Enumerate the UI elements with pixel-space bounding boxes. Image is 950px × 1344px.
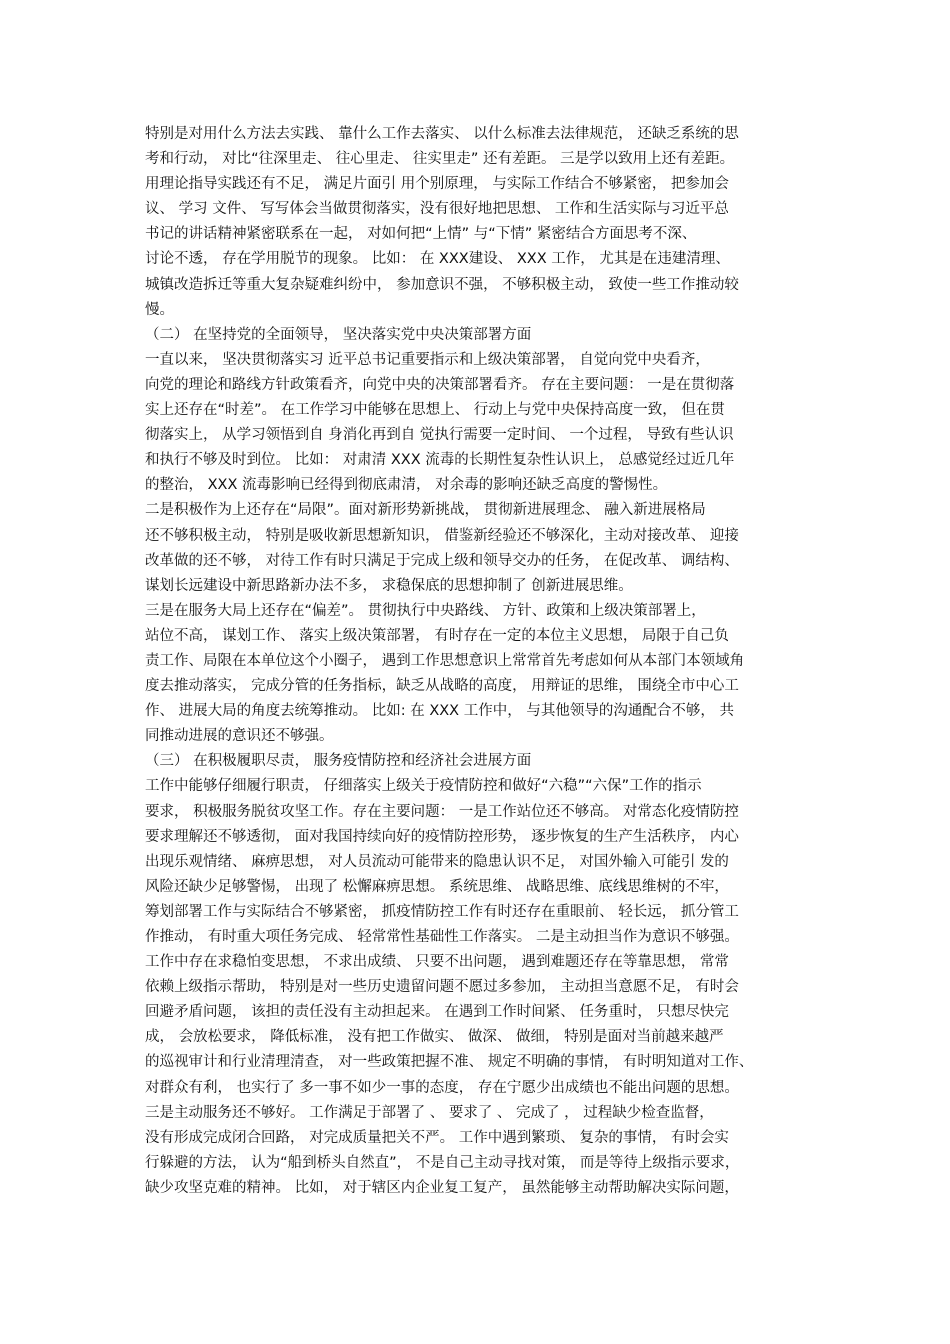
text-line: 向党的理论和路线方针政策看齐，向党中央的决策部署看齐。 存在主要问题： 一是在贯彻落 — [145, 376, 735, 393]
text-line: 考和行动， 对比“往深里走、 往心里走、 往实里走” 还有差距。 三是学以致用上还有差距。 — [145, 151, 735, 168]
text-line: 作推动， 有时重大项任务完成、 轻常常性基础性工作落实。 二是主动担当作为意识不够强。 — [145, 929, 739, 945]
text-line: 的整治， XXX 流毒影响已经得到彻底肃清， 对余毒的影响还缺乏高度的警惕性。 — [145, 477, 668, 494]
text-line: 谋划长远建设中新思路新办法不多， 求稳保底的思想抑制了 创新进展思维。 — [145, 577, 633, 594]
text-line: 实上还存在“时差”。 在工作学习中能够在思想上、 行动上与党中央保持高度一致， 但在贯 — [145, 402, 725, 419]
text-line: 没有形成完成闭合回路， 对完成质量把关不严。 工作中遇到繁琐、 复杂的事情， 有时会实 — [145, 1129, 729, 1146]
text-line: 成， 会放松要求， 降低标准， 没有把工作做实、 做深、 做细， 特别是面对当前越来越严 — [145, 1029, 724, 1046]
text-line: 三是主动服务还不够好。 工作满足于部署了 、 要求了 、 完成了 ， 过程缺少检查监督， — [145, 1104, 714, 1121]
text-line: 度去推动落实， 完成分管的任务指标，缺乏从战略的高度， 用辩证的思维， 围绕全市中心工 — [145, 678, 739, 695]
text-line: 一直以来， 坚决贯彻落实习 近平总书记重要指示和上级决策部署， 自觉向党中央看齐， — [145, 351, 710, 368]
text-line: 对群众有利， 也实行了 多一事不如少一事的态度， 存在宁愿少出成绩也不能出问题的思想。 — [145, 1079, 739, 1096]
document-body — [145, 122, 820, 1201]
text-line: 出现乐观情绪、 麻痹思想， 对人员流动可能带来的隐患认识不足， 对国外输入可能引 发的 — [145, 853, 729, 870]
text-line: 要求理解还不够透彻， 面对我国持续向好的疫情防控形势， 逐步恢复的生产生活秩序， 内心 — [145, 828, 739, 845]
text-line: 工作中存在求稳怕变思想， 不求出成绩、 只要不出问题， 遇到难题还存在等靠思想， 常常 — [145, 954, 729, 971]
text-line: （三） 在积极履职尽责， 服务疫情防控和经济社会进展方面 — [145, 753, 532, 770]
text-line: 风险还缺少足够警惕， 出现了 松懈麻痹思想。 系统思维、 战略思维、底线思维树的不牢， — [145, 878, 729, 895]
text-line: 责工作、局限在本单位这个小圈子， 遇到工作思想意识上常常首先考虑如何从本部门本领域角 — [145, 652, 745, 669]
text-line: 作、 进展大局的角度去统筹推动。 比如: 在 XXX 工作中， 与其他领导的沟通配合不够， 共 — [145, 703, 734, 720]
text-line: 和执行不够及时到位。 比如： 对肃清 XXX 流毒的长期性复杂性认识上， 总感觉经过近几年 — [145, 452, 735, 469]
text-line: 筹划部署工作与实际结合不够紧密， 抓疫情防控工作有时还存在重眼前、 轻长远， 抓分管工 — [145, 903, 739, 920]
text-line: 缺少攻坚克难的精神。 比如， 对于辖区内企业复工复产， 虽然能够主动帮助解决实际问题， — [145, 1179, 739, 1196]
text-line: 用理论指导实践还有不足， 满足片面引 用个别原理， 与实际工作结合不够紧密， 把参加会 — [145, 176, 729, 193]
text-line: 慢。 — [145, 301, 174, 318]
text-line: 还不够积极主动， 特别是吸收新思想新知识， 借鉴新经验还不够深化，主动对接改革、 迎接 — [145, 527, 739, 544]
text-line: 彻落实上， 从学习领悟到自 身消化再到自 觉执行需要一定时间、 一个过程， 导致有些认识 — [145, 427, 734, 444]
text-line: 改革做的还不够， 对待工作有时只满足于完成上级和领导交办的任务， 在促改革、 调结构、 — [145, 552, 739, 569]
text-line: 依赖上级指示帮助， 特别是对一些历史遗留问题不愿过多参加， 主动担当意愿不足， 有时会 — [145, 979, 739, 996]
text-line: 站位不高， 谋划工作、 落实上级决策部署， 有时存在一定的本位主义思想， 局限于自己负 — [145, 627, 729, 644]
text-line: 要求， 积极服务脱贫攻坚工作。存在主要问题： 一是工作站位还不够高。 对常态化疫情防控 — [145, 803, 739, 820]
text-line: 工作中能够仔细履行职责， 仔细落实上级关于疫情防控和做好“六稳”“六保”工作的指示 — [145, 778, 702, 795]
text-line: 行躲避的方法， 认为“船到桥头自然直”， 不是自己主动寻找对策， 而是等待上级指示要求， — [145, 1154, 740, 1171]
text-line: （二） 在坚持党的全面领导， 坚决落实党中央决策部署方面 — [145, 326, 532, 343]
text-line: 回避矛盾问题， 该担的责任没有主动担起来。 在遇到工作时间紧、 任务重时， 只想尽快完 — [145, 1004, 729, 1021]
text-line: 书记的讲话精神紧密联系在一起， 对如何把“上情” 与“下情” 紧密结合方面思考不深、 — [145, 226, 697, 243]
text-line: 城镇改造拆迁等重大复杂疑难纠纷中， 参加意识不强， 不够积极主动， 致使一些工作推动较 — [145, 276, 739, 293]
text-line: 讨论不透， 存在学用脱节的现象。 比如： 在 XXX建设、 XXX 工作， 尤其是在违建清理、 — [145, 251, 730, 268]
text-line: 特别是对用什么方法去实践、 靠什么工作去落实、 以什么标准去法律规范， 还缺乏系统的思 — [145, 126, 739, 142]
text-line: 议、 学习 文件、 写写体会当做贯彻落实，没有很好地把思想、 工作和生活实际与习近平总 — [145, 201, 729, 218]
text-line: 的巡视审计和行业清理清查， 对一些政策把握不准、 规定不明确的事情， 有时明知道对工作、 — [145, 1054, 754, 1071]
text-line: 同推动进展的意识还不够强。 — [145, 728, 334, 745]
text-line: 三是在服务大局上还存在“偏差”。 贯彻执行中央路线、 方针、政策和上级决策部署上， — [145, 602, 706, 619]
text-line: 二是积极作为上还存在“局限”。面对新形势新挑战， 贯彻新进展理念、 融入新进展格局 — [145, 502, 706, 519]
